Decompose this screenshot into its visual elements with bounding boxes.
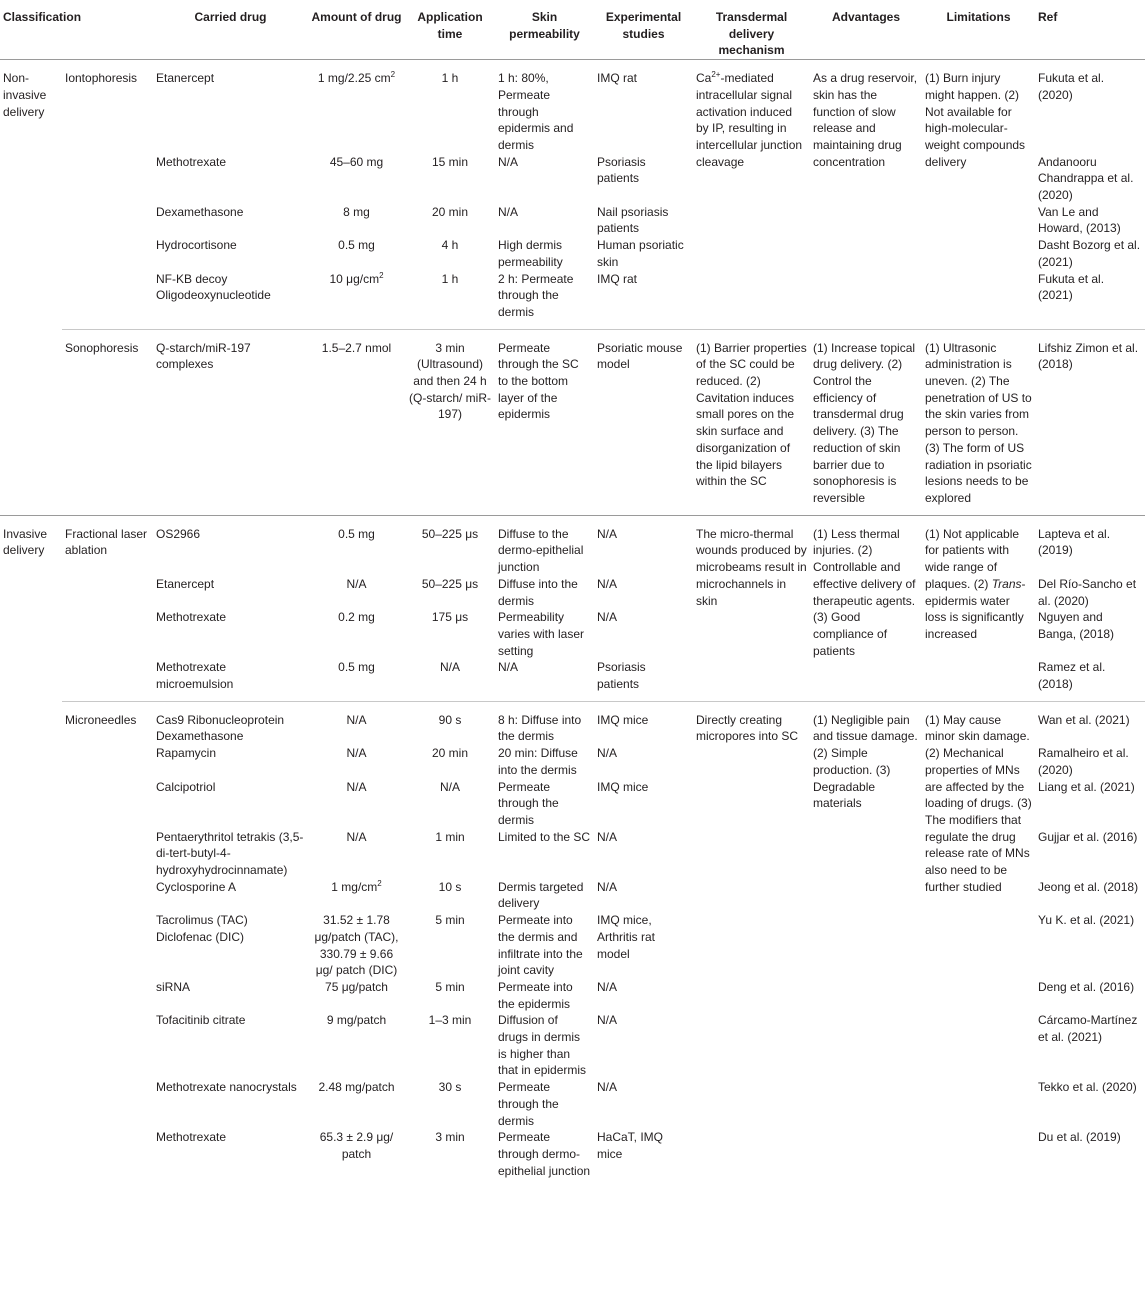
drug-cell: Methotrexate bbox=[156, 610, 227, 625]
time-cell: 30 s bbox=[438, 1080, 462, 1095]
time-cell: 4 h bbox=[441, 238, 459, 253]
drug-cell: Rapamycin bbox=[156, 746, 217, 761]
time-cell: 20 min bbox=[431, 746, 469, 761]
studies-cell: Psoriasis patients bbox=[597, 154, 646, 186]
ref-cell: Lapteva et al. (2019) bbox=[1035, 515, 1145, 576]
amount-cell: 1.5–2.7 nmol bbox=[308, 329, 405, 507]
time-cell: 5 min bbox=[435, 913, 465, 928]
permeability-cell: Permeability varies with laser setting bbox=[498, 610, 585, 658]
mechanism-cell: The micro-thermal wounds produced by microbeams result in microchannels in skin bbox=[693, 515, 810, 701]
permeability-cell: Limited to the SC bbox=[498, 829, 591, 844]
studies-cell: N/A bbox=[597, 979, 618, 994]
mechanism-cell: (1) Barrier properties of the SC could be reduced. (2) Cavitation induces small pores on the skin surface and disorganization of the lipid bilayers within the SC bbox=[693, 329, 810, 507]
permeability-cell: Permeate through the dermis bbox=[498, 1080, 559, 1128]
amount-cell: 0.5 mg bbox=[308, 515, 405, 576]
ref-cell: Yu K. et al. (2021) bbox=[1038, 913, 1135, 928]
permeability-cell: N/A bbox=[498, 660, 519, 675]
ref-cell: Tekko et al. (2020) bbox=[1038, 1080, 1137, 1095]
advantages-cell: (1) Negligible pain and tissue damage. (2) Simple production. (3) Degradable materials bbox=[810, 701, 922, 1179]
studies-cell: IMQ rat bbox=[597, 71, 638, 86]
studies-cell: IMQ mice bbox=[597, 779, 649, 794]
permeability-cell: N/A bbox=[498, 154, 519, 169]
amount-cell: N/A bbox=[346, 576, 367, 591]
amount-cell: N/A bbox=[346, 829, 367, 844]
time-cell: 1 min bbox=[435, 829, 465, 844]
limitations-cell: (1) Not applicable for patients with wide range of plaques. (2) Trans-epidermis water loss is significantly increased bbox=[922, 515, 1035, 701]
limitations-cell: (1) Burn injury might happen. (2) Not available for high-molecular-weight compounds delivery bbox=[925, 71, 1026, 169]
studies-cell: N/A bbox=[597, 1013, 618, 1028]
mechanism-cell: Directly creating micropores into SC bbox=[693, 701, 810, 1179]
permeability-cell: Permeate into the dermis and infiltrate into the joint cavity bbox=[498, 913, 583, 978]
studies-cell: Human psoriatic skin bbox=[597, 238, 684, 269]
studies-cell: IMQ mice, Arthritis rat model bbox=[597, 913, 656, 961]
permeability-cell: 20 min: Diffuse into the dermis bbox=[498, 746, 578, 777]
ref-cell: Fukuta et al. (2021) bbox=[1038, 271, 1105, 303]
classification-cell: Non-invasive delivery bbox=[3, 71, 47, 119]
advantages-cell: (1) Less thermal injuries. (2) Controllable and effective delivery of therapeutic agents. (3) Good compliance of patients bbox=[810, 515, 922, 701]
permeability-cell: Diffuse into the dermis bbox=[498, 576, 578, 608]
permeability-cell: Permeate through the dermis bbox=[498, 779, 559, 827]
ref-cell: Wan et al. (2021) bbox=[1035, 701, 1145, 745]
amount-cell: N/A bbox=[308, 701, 405, 745]
header-skin-permeability: Skin permeability bbox=[495, 0, 594, 60]
ref-cell: Del Río-Sancho et al. (2020) bbox=[1038, 576, 1137, 608]
drug-cell: Pentaerythritol tetrakis (3,5-di-tert-butyl-4-hydroxyhydrocinnamate) bbox=[156, 829, 304, 878]
ref-cell: Lifshiz Zimon et al. (2018) bbox=[1035, 329, 1145, 507]
ref-cell: Ramez et al. (2018) bbox=[1038, 660, 1106, 692]
ref-cell: Deng et al. (2016) bbox=[1038, 979, 1135, 994]
ref-cell: Andanooru Chandrappa et al. (2020) bbox=[1038, 154, 1134, 203]
permeability-cell: 2 h: Permeate through the dermis bbox=[498, 271, 574, 319]
amount-cell: 0.5 mg bbox=[338, 238, 375, 253]
drug-cell: siRNA bbox=[156, 979, 191, 994]
amount-cell: 8 mg bbox=[343, 204, 370, 219]
time-cell: 10 s bbox=[438, 879, 462, 894]
studies-cell: Psoriatic mouse model bbox=[594, 329, 693, 507]
header-classification: Classification bbox=[0, 0, 153, 60]
permeability-cell: 8 h: Diffuse into the dermis bbox=[495, 701, 594, 745]
studies-cell: N/A bbox=[597, 746, 618, 761]
studies-cell: N/A bbox=[597, 576, 618, 591]
table-row bbox=[0, 329, 1145, 507]
time-cell: 3 min bbox=[435, 1130, 465, 1145]
studies-cell: N/A bbox=[597, 829, 618, 844]
header-transdermal-mechanism: Transdermal delivery mechanism bbox=[693, 0, 810, 60]
time-cell: 175 μs bbox=[431, 610, 469, 625]
permeability-cell: High dermis permeability bbox=[498, 238, 563, 269]
header-amount-of-drug: Amount of drug bbox=[308, 0, 405, 60]
method-cell: Iontophoresis bbox=[65, 71, 138, 86]
ref-cell: Gujjar et al. (2016) bbox=[1038, 829, 1138, 844]
drug-cell: OS2966 bbox=[153, 515, 308, 576]
amount-cell: 31.52 ± 1.78 μg/patch (TAC), 330.79 ± 9.66 μg/ patch (DIC) bbox=[314, 913, 399, 978]
time-cell: 90 s bbox=[405, 701, 495, 745]
drug-cell: Calcipotriol bbox=[156, 779, 216, 794]
limitations-cell: (1) Ultrasonic administration is uneven. (2) The penetration of US to the skin varies from person to person. (3) The form of US radiation in psoriatic lesions needs to be explored bbox=[922, 329, 1035, 507]
limitations-cell: (1) May cause minor skin damage. (2) Mechanical properties of MNs are affected by the loading of drugs. (3) The modifiers that regulate the drug release rate of MNs also need to be further studied bbox=[922, 701, 1035, 1179]
amount-cell: 10 $\mu g/cm^2$ bbox=[329, 270, 384, 286]
time-cell: N/A bbox=[439, 779, 460, 794]
classification-cell: Invasive delivery bbox=[0, 515, 62, 1179]
studies-cell: N/A bbox=[597, 610, 618, 625]
drug-cell: Methotrexate bbox=[156, 1130, 227, 1145]
permeability-cell: Permeate through dermo-epithelial junction bbox=[498, 1130, 591, 1178]
drug-cell: Tofacitinib citrate bbox=[156, 1013, 246, 1028]
method-cell: Microneedles bbox=[62, 701, 153, 1179]
ref-cell: Ramalheiro et al. (2020) bbox=[1038, 746, 1129, 777]
ref-cell: Du et al. (2019) bbox=[1038, 1130, 1121, 1145]
amount-cell: 9 mg/patch bbox=[326, 1013, 387, 1028]
permeability-cell: N/A bbox=[498, 204, 519, 219]
time-cell: 15 min bbox=[431, 154, 469, 169]
ref-cell: Nguyen and Banga, (2018) bbox=[1038, 610, 1115, 641]
drug-cell: Methotrexate bbox=[156, 154, 227, 169]
amount-cell: N/A bbox=[346, 746, 367, 761]
studies-cell: N/A bbox=[597, 879, 618, 894]
mechanism-cell: $Ca^{2+}$-mediated intracellular signal activation induced by IP, resulting in intercellular junction cleavage bbox=[696, 70, 803, 169]
spacer-row bbox=[0, 507, 1145, 516]
time-cell: 1–3 min bbox=[428, 1013, 472, 1028]
ref-cell: Fukuta et al. (2020) bbox=[1038, 71, 1105, 102]
header-experimental-studies: Experimental studies bbox=[594, 0, 693, 60]
amount-cell: 0.5 mg bbox=[338, 660, 375, 675]
ref-cell: Liang et al. (2021) bbox=[1038, 779, 1135, 794]
permeability-cell: Permeate into the epidermis bbox=[498, 979, 573, 1011]
time-cell: 50–225 μs bbox=[405, 515, 495, 576]
drug-cell: Q-starch/miR-197 complexes bbox=[153, 329, 308, 507]
studies-cell: IMQ rat bbox=[597, 271, 638, 286]
permeability-cell: Diffuse to the dermo-epithelial junction bbox=[495, 515, 594, 576]
amount-cell: 45–60 mg bbox=[329, 154, 384, 169]
drug-cell: Cyclosporine A bbox=[156, 879, 237, 894]
amount-cell: 65.3 ± 2.9 μg/ patch bbox=[319, 1130, 394, 1161]
table-row bbox=[0, 60, 1145, 154]
drug-cell: Etanercept bbox=[156, 71, 215, 86]
permeability-cell: Diffusion of drugs in dermis is higher than that in epidermis bbox=[498, 1013, 587, 1078]
drug-cell: Cas9 Ribonucleoprotein Dexamethasone bbox=[153, 701, 308, 745]
studies-cell: Nail psoriasis patients bbox=[597, 204, 669, 236]
ref-cell: Van Le and Howard, (2013) bbox=[1038, 204, 1121, 236]
header-advantages: Advantages bbox=[810, 0, 922, 60]
permeability-cell: Permeate through the SC to the bottom layer of the epidermis bbox=[495, 329, 594, 507]
advantages-cell: (1) Increase topical drug delivery. (2) Control the efficiency of transdermal drug delivery. (3) The reduction of skin barrier due to sonophoresis is reversible bbox=[810, 329, 922, 507]
amount-cell: 1 mg/2.25 $cm^2$ bbox=[317, 70, 396, 86]
method-cell: Sonophoresis bbox=[62, 329, 153, 507]
amount-cell: 1 $mg/cm^2$ bbox=[331, 878, 382, 894]
time-cell: 1 h bbox=[441, 271, 459, 286]
drug-cell: Tacrolimus (TAC) Diclofenac (DIC) bbox=[156, 913, 248, 944]
time-cell: 50–225 μs bbox=[421, 576, 479, 591]
amount-cell: 2.48 mg/patch bbox=[318, 1080, 395, 1095]
drug-cell: Dexamethasone bbox=[156, 204, 244, 219]
drug-cell: Methotrexate nanocrystals bbox=[156, 1080, 297, 1095]
permeability-cell: Dermis targeted delivery bbox=[498, 879, 584, 911]
advantages-cell: As a drug reservoir, skin has the function of slow release and maintaining drug concentration bbox=[813, 71, 918, 169]
amount-cell: N/A bbox=[346, 779, 367, 794]
studies-cell: N/A bbox=[594, 515, 693, 576]
studies-cell: Psoriasis patients bbox=[597, 660, 646, 692]
time-cell: 5 min bbox=[435, 979, 465, 994]
time-cell: N/A bbox=[439, 660, 460, 675]
drug-cell: Etanercept bbox=[156, 576, 215, 591]
header-ref: Ref bbox=[1035, 0, 1145, 60]
permeability-cell: 1 h: 80%, Permeate through epidermis and dermis bbox=[498, 71, 574, 152]
drug-cell: NF-KB decoy Oligodeoxynucleotide bbox=[156, 271, 271, 303]
drug-cell: Methotrexate microemulsion bbox=[156, 660, 234, 692]
header-row bbox=[0, 0, 1145, 60]
ref-cell: Jeong et al. (2018) bbox=[1038, 879, 1139, 894]
time-cell: 3 min (Ultrasound) and then 24 h (Q-starch/ miR-197) bbox=[405, 329, 495, 507]
ref-cell: Dasht Bozorg et al. (2021) bbox=[1038, 238, 1141, 269]
time-cell: 20 min bbox=[431, 204, 469, 219]
studies-cell: IMQ mice bbox=[594, 701, 693, 745]
studies-cell: N/A bbox=[597, 1080, 618, 1095]
header-limitations: Limitations bbox=[922, 0, 1035, 60]
header-carried-drug: Carried drug bbox=[153, 0, 308, 60]
ref-cell: Cárcamo-Martínez et al. (2021) bbox=[1038, 1013, 1138, 1045]
header-application-time: Application time bbox=[405, 0, 495, 60]
time-cell: 1 h bbox=[441, 71, 459, 86]
table-row bbox=[0, 701, 1145, 745]
amount-cell: 0.2 mg bbox=[338, 610, 375, 625]
studies-cell: HaCaT, IMQ mice bbox=[597, 1130, 664, 1161]
amount-cell: 75 μg/patch bbox=[325, 979, 388, 994]
method-cell: Fractional laser ablation bbox=[62, 515, 153, 701]
table-row bbox=[0, 515, 1145, 576]
drug-cell: Hydrocortisone bbox=[156, 238, 237, 253]
